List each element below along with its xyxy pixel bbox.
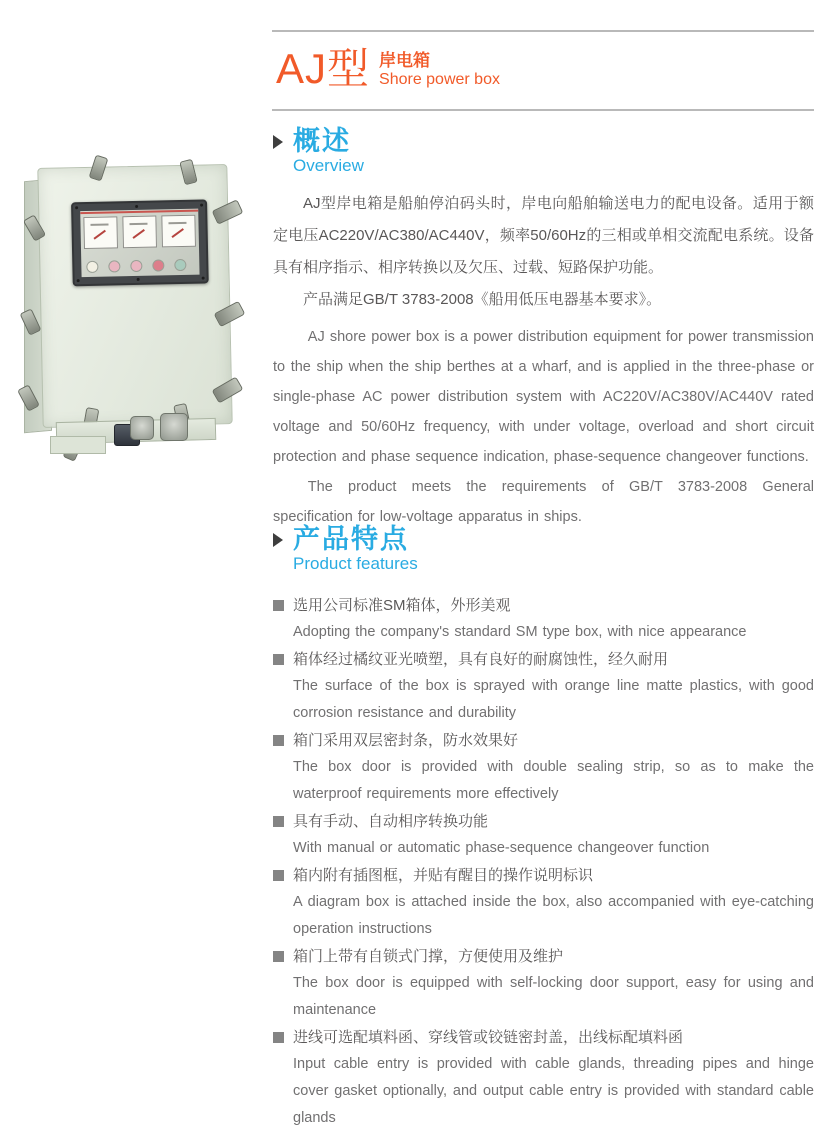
analog-meter-icon bbox=[161, 215, 196, 248]
screw-icon bbox=[137, 278, 140, 281]
overview-paragraph-zh: AJ型岸电箱是船舶停泊码头时，岸电向船舶输送电力的配电设备。适用于额定电压AC220V/AC380/AC440V，频率50/60Hz的三相或单相交流配电系统。设备具有相序指示、相序转换以及欠压、过载、短路保护功能。 bbox=[273, 195, 814, 276]
cable-gland-icon bbox=[160, 413, 188, 441]
overview-heading bbox=[273, 126, 814, 176]
analog-meter-icon bbox=[83, 216, 118, 249]
feature-item-zh: 箱门采用双层密封条，防水效果好 bbox=[273, 727, 814, 754]
features-heading bbox=[273, 524, 814, 574]
feature-bullet-icon bbox=[273, 870, 284, 881]
feature-item-zh: 选用公司标准SM箱体，外形美观 bbox=[273, 592, 814, 619]
feature-item-en: Input cable entry is provided with cable glands, threading pipes and hinge cover gasket optionally, and output cable entry is provided with standard cable glands bbox=[293, 1056, 814, 1126]
screw-icon bbox=[75, 206, 78, 209]
feature-item-zh: 箱体经过橘纹亚光喷塑，具有良好的耐腐蚀性，经久耐用 bbox=[273, 646, 814, 673]
feature-bullet-icon bbox=[273, 1032, 284, 1043]
indicator-light-icon bbox=[152, 259, 164, 271]
feature-list bbox=[273, 592, 814, 1132]
feature-bullet-icon bbox=[273, 735, 284, 746]
indicator-row bbox=[86, 259, 186, 273]
feature-item-en: The box door is equipped with self-locking door support, easy for using and maintenance bbox=[293, 975, 814, 1018]
screw-icon bbox=[200, 204, 203, 207]
box-front-door bbox=[37, 164, 232, 428]
feature-bullet-icon bbox=[273, 600, 284, 611]
overview-paragraph-en: AJ shore power box is a power distribution equipment for power transmission to the ship when the ship berthes at a wharf, and is applied in the three-phase or single-phase AC power distribution system with AC220V/AC380V/AC440V rated voltage and 50/60Hz frequency, with under voltage, overload and short circuit protection and phase sequence indication, phase-sequence changeover functions. bbox=[273, 329, 814, 465]
product-model: AJ型 bbox=[276, 45, 371, 92]
product-photo bbox=[14, 158, 264, 454]
meter-window bbox=[71, 199, 209, 286]
label-strip bbox=[80, 210, 198, 214]
meter-row bbox=[83, 215, 196, 249]
overview-title-zh: 概述 bbox=[293, 126, 351, 156]
feature-item-zh: 箱门上带有自锁式门撑，方便使用及维护 bbox=[273, 943, 814, 970]
window-glass bbox=[80, 209, 199, 277]
feature-item-en: The box door is provided with double sealing strip, so as to make the waterproof requirements more effectively bbox=[293, 759, 814, 802]
indicator-light-icon bbox=[86, 261, 98, 273]
features-title-en: Product features bbox=[293, 554, 418, 573]
header-top-rule bbox=[272, 30, 814, 32]
feature-bullet-icon bbox=[273, 951, 284, 962]
screw-icon bbox=[77, 279, 80, 282]
screw-icon bbox=[202, 277, 205, 280]
section-arrow-icon bbox=[273, 533, 283, 547]
product-subtitle bbox=[379, 46, 500, 89]
feature-bullet-icon bbox=[273, 654, 284, 665]
feature-bullet-icon bbox=[273, 816, 284, 827]
feature-item-en: The surface of the box is sprayed with orange line matte plastics, with good corrosion resistance and durability bbox=[293, 678, 814, 721]
feature-item-zh: 箱内附有插图框，并贴有醒目的操作说明标识 bbox=[273, 862, 814, 889]
feature-item-en: A diagram box is attached inside the box, also accompanied with eye-catching operation instructions bbox=[293, 894, 814, 937]
features-title-zh: 产品特点 bbox=[293, 524, 409, 554]
overview-title-en: Overview bbox=[293, 156, 364, 175]
product-name-zh: 岸电箱 bbox=[379, 51, 431, 70]
overview-section bbox=[273, 126, 814, 532]
indicator-light-icon bbox=[174, 259, 186, 271]
product-name-en: Shore power box bbox=[379, 71, 500, 88]
indicator-light-icon bbox=[108, 260, 120, 272]
feature-item-zh: 具有手动、自动相序转换功能 bbox=[273, 808, 814, 835]
indicator-light-icon bbox=[130, 260, 142, 272]
screw-icon bbox=[135, 205, 138, 208]
features-section bbox=[273, 524, 814, 1132]
cable-gland-icon bbox=[130, 416, 154, 440]
header-bottom-rule bbox=[272, 109, 814, 111]
feature-item-zh: 进线可选配填料函、穿线管或铰链密封盖，出线标配填料函 bbox=[273, 1024, 814, 1051]
bottom-step bbox=[50, 436, 106, 454]
section-arrow-icon bbox=[273, 135, 283, 149]
feature-item-en: Adopting the company's standard SM type box, with nice appearance bbox=[293, 624, 747, 640]
overview-paragraph-zh: 产品满足GB/T 3783-2008《船用低压电器基本要求》。 bbox=[303, 291, 662, 308]
analog-meter-icon bbox=[122, 216, 157, 249]
page-title bbox=[276, 46, 500, 92]
feature-item-en: With manual or automatic phase-sequence changeover function bbox=[293, 840, 710, 856]
overview-paragraph-en: The product meets the requirements of GB/T 3783-2008 General specification for low-voltage apparatus in ships. bbox=[273, 479, 814, 525]
